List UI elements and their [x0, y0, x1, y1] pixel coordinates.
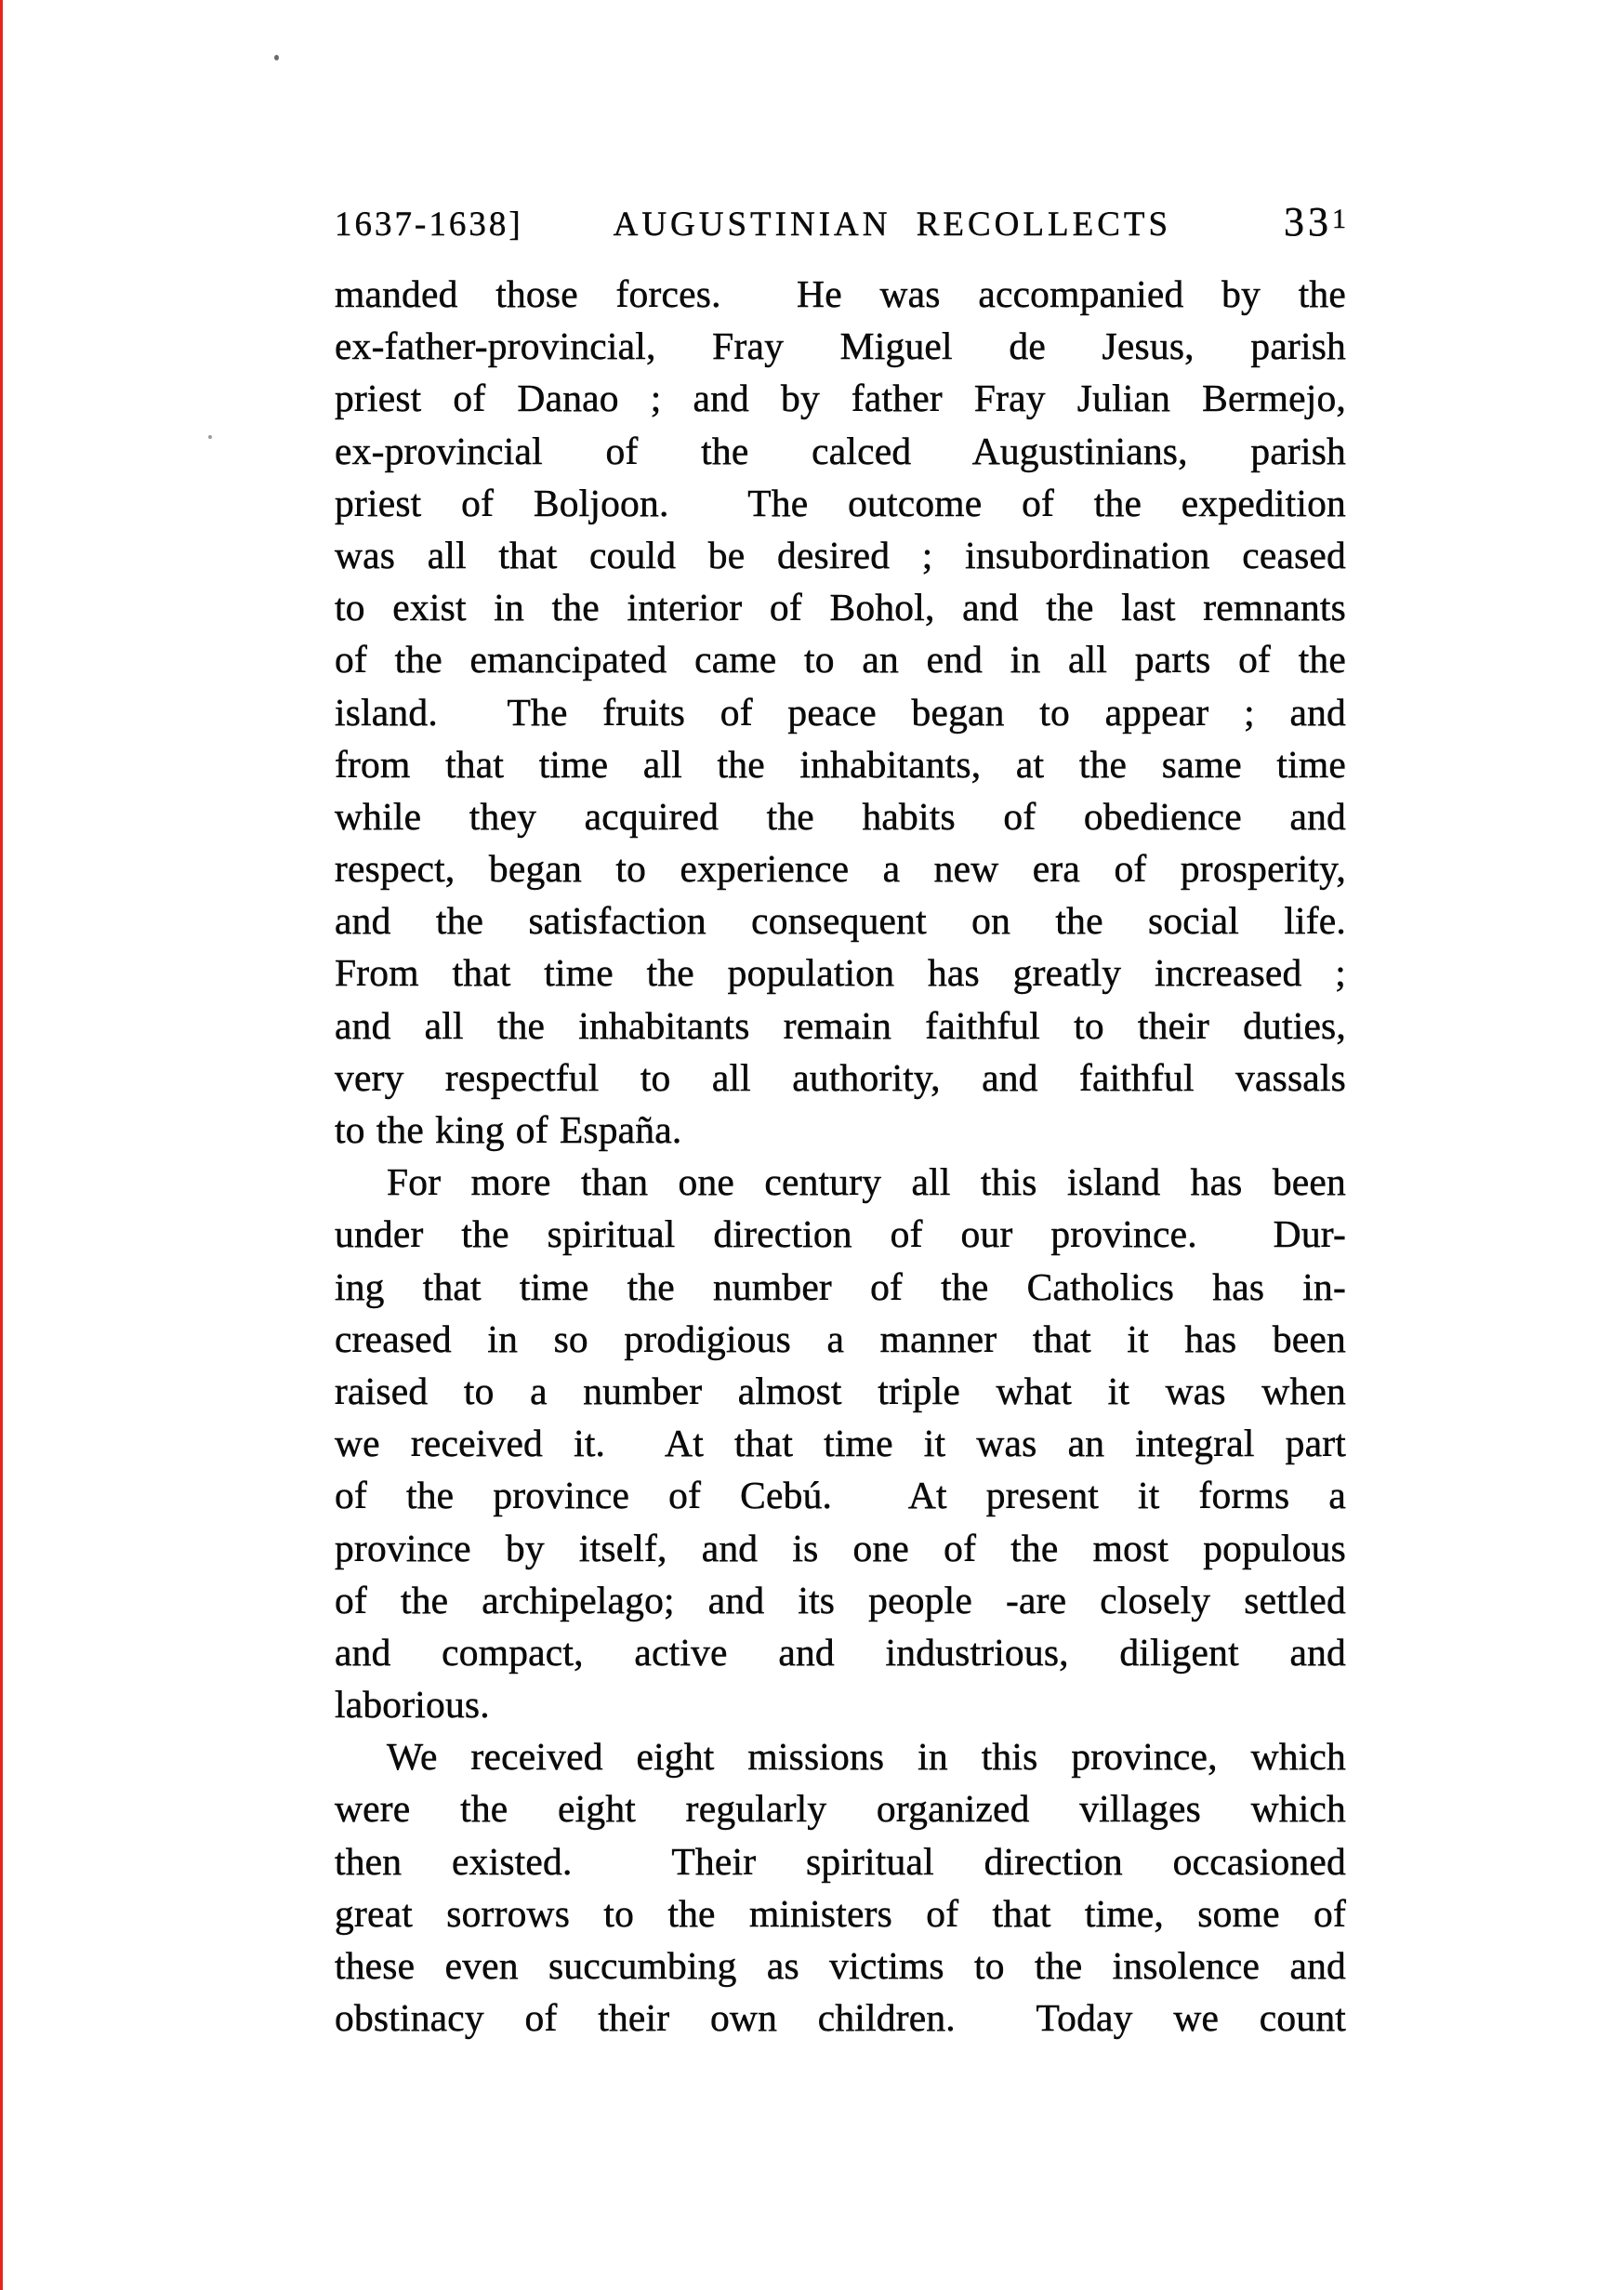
- scan-edge-artifact: [0, 0, 3, 2290]
- scan-speck: [274, 55, 279, 60]
- text-line: while they acquired the habits of obedience and: [335, 794, 1346, 838]
- text-line: under the spiritual direction of our province. Dur-: [335, 1212, 1346, 1256]
- text-line: and compact, active and industrious, diligent and: [335, 1630, 1346, 1674]
- text-line: From that time the population has greatly increased ;: [335, 951, 1346, 995]
- text-line: ex-father-provincial, Fray Miguel de Jesus, parish: [335, 324, 1346, 368]
- text-line: priest of Danao ; and by father Fray Julian Bermejo,: [335, 377, 1346, 420]
- text-line: to exist in the interior of Bohol, and the last remnants: [335, 586, 1346, 629]
- text-line: we received it. At that time it was an integral part: [335, 1422, 1346, 1465]
- text-line: obstinacy of their own children. Today we count: [335, 1996, 1346, 2040]
- text-line: ex-provincial of the calced Augustinians, parish: [335, 429, 1346, 472]
- text-line: and all the inhabitants remain faithful to their duties,: [335, 1003, 1346, 1047]
- body-text: [335, 268, 1346, 2044]
- header-running-title: AUGUSTINIAN RECOLLECTS: [613, 205, 1172, 244]
- text-line: province by itself, and is one of the most populous: [335, 1526, 1346, 1569]
- text-line: and the satisfaction consequent on the social life.: [335, 899, 1346, 943]
- text-line: raised to a number almost triple what it was when: [335, 1369, 1346, 1412]
- text-line: respect, began to experience a new era of prosperity,: [335, 847, 1346, 891]
- header-date-range: 1637-1638]: [335, 205, 523, 244]
- text-line: ing that time the number of the Catholics has in-: [335, 1264, 1346, 1308]
- text-line: For more than one century all this island has been: [387, 1160, 1346, 1204]
- text-line: of the province of Cebú. At present it forms a: [335, 1474, 1346, 1517]
- text-line: priest of Boljoon. The outcome of the expedition: [335, 481, 1346, 524]
- page-number-main: 33: [1283, 199, 1332, 245]
- text-line: island. The fruits of peace began to appear ; and: [335, 690, 1346, 734]
- text-line: were the eight regularly organized villages which: [335, 1787, 1346, 1831]
- text-line: to the king of España.: [335, 1108, 682, 1151]
- text-line: was all that could be desired ; insubordination ceased: [335, 533, 1346, 576]
- text-line: creased in so prodigious a manner that it has been: [335, 1317, 1346, 1360]
- text-line: great sorrows to the ministers of that time, some of: [335, 1891, 1346, 1935]
- text-line: from that time all the inhabitants, at the same time: [335, 742, 1346, 786]
- text-line: laborious.: [335, 1683, 490, 1727]
- text-line: of the archipelago; and its people -are closely settled: [335, 1578, 1346, 1622]
- text-line: these even succumbing as victims to the insolence and: [335, 1944, 1346, 1987]
- page-number: [1284, 198, 1346, 245]
- page-number-superscript: 1: [1331, 204, 1346, 234]
- text-line: We received eight missions in this province, which: [387, 1735, 1346, 1779]
- text-line: then existed. Their spiritual direction occasioned: [335, 1839, 1346, 1883]
- text-line: of the emancipated came to an end in all parts of the: [335, 638, 1346, 682]
- scan-speck: [208, 435, 212, 439]
- text-line: very respectful to all authority, and faithful vassals: [335, 1055, 1346, 1099]
- page-header: [335, 198, 1346, 245]
- text-line: manded those forces. He was accompanied by the: [335, 272, 1346, 315]
